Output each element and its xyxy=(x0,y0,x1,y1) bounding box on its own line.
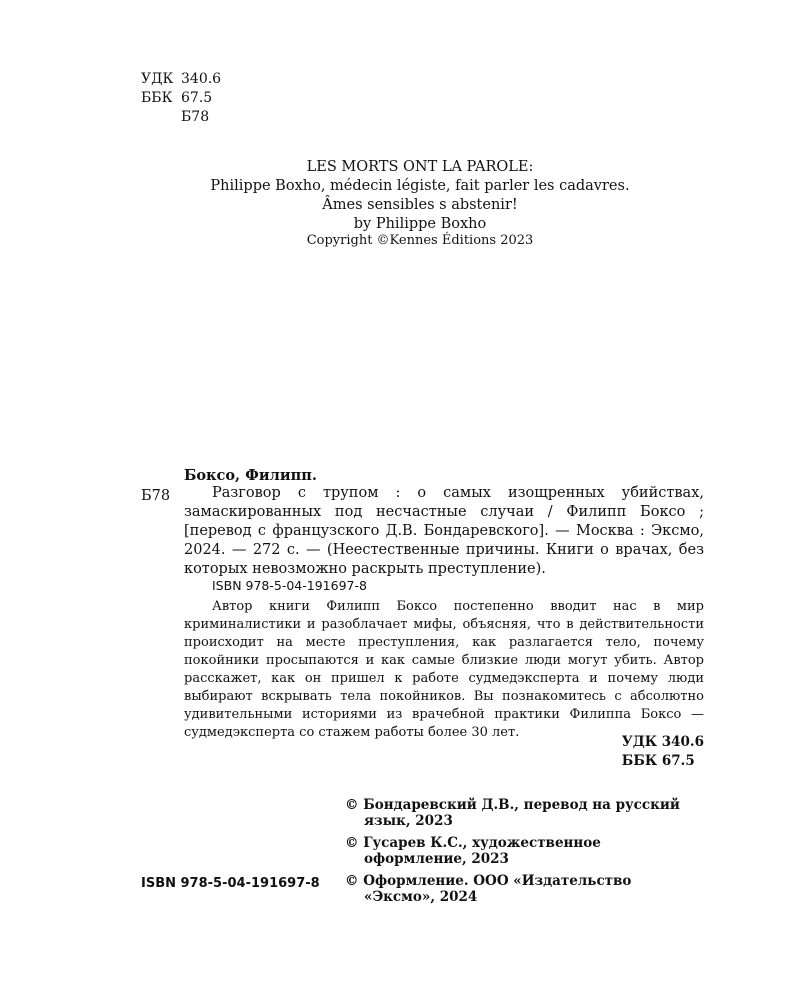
record-description xyxy=(184,484,704,579)
record-author-mark: Б78 xyxy=(141,488,171,504)
footer-codes xyxy=(622,733,704,771)
annotation xyxy=(184,598,704,742)
record-author-heading: Боксо, Филипп. xyxy=(184,467,317,484)
original-by-line: by Philippe Boxho xyxy=(353,216,487,232)
footer-isbn: ISBN 978-5-04-191697-8 xyxy=(141,876,320,891)
original-copyright: Copyright ©Kennes Éditions 2023 xyxy=(306,233,534,248)
copyright-layout: © Оформление. ООО «Издательство «Эксмо», 2024 xyxy=(345,873,632,905)
footer-bbk: ББК 67.5 xyxy=(621,753,695,769)
classification-codes xyxy=(141,70,221,127)
record-isbn: ISBN 978-5-04-191697-8 xyxy=(212,578,367,593)
udk-value: 340.6 xyxy=(181,71,222,87)
original-subtitle-2: Âmes sensibles s abstenir! xyxy=(322,197,518,213)
footer-udk: УДК 340.6 xyxy=(621,734,704,750)
original-edition-block xyxy=(150,158,690,234)
annotation-text: Автор книги Филипп Боксо постепенно вводит нас в мир криминалистики и разоблачает мифы, объясняя, что в действительности происходит на месте преступления, как разлагается тело, почему покойники просыпаются и как самые близкие люди могут убить. Автор расскажет, как он пришел к работе судмедэксперта и почему люди выбирают вскрывать тела покойников. Вы познакомитесь с абсолютно удивительными историями из врачебной практики Филиппа Боксо — судмедэксперта со стажем работы более 30 лет. xyxy=(184,599,704,740)
copyright-translation: © Бондаревский Д.В., перевод на русский язык, 2023 xyxy=(345,797,680,829)
original-subtitle-1: Philippe Boxho, médecin légiste, fait parler les cadavres. xyxy=(210,178,630,194)
record-description-text: Разговор с трупом : о самых изощренных убийствах, замаскированных под несчастные случаи / Филипп Боксо ; [перевод с французского Д.В. Бондаревского]. — Москва : Эксмо, 2024. — 272 с. — (Неестественные причины. Книги о врачах, без которых невозможно раскрыть преступление). xyxy=(184,485,704,577)
bbk-label: ББК xyxy=(141,90,173,106)
original-title: LES MORTS ONT LA PAROLE: xyxy=(306,159,534,175)
udk-label: УДК xyxy=(141,71,174,87)
copyright-list xyxy=(345,797,707,911)
author-mark-top: Б78 xyxy=(181,109,210,125)
copyright-design: © Гусарев К.С., художественное оформление, 2023 xyxy=(345,835,601,867)
bbk-value: 67.5 xyxy=(181,90,213,106)
